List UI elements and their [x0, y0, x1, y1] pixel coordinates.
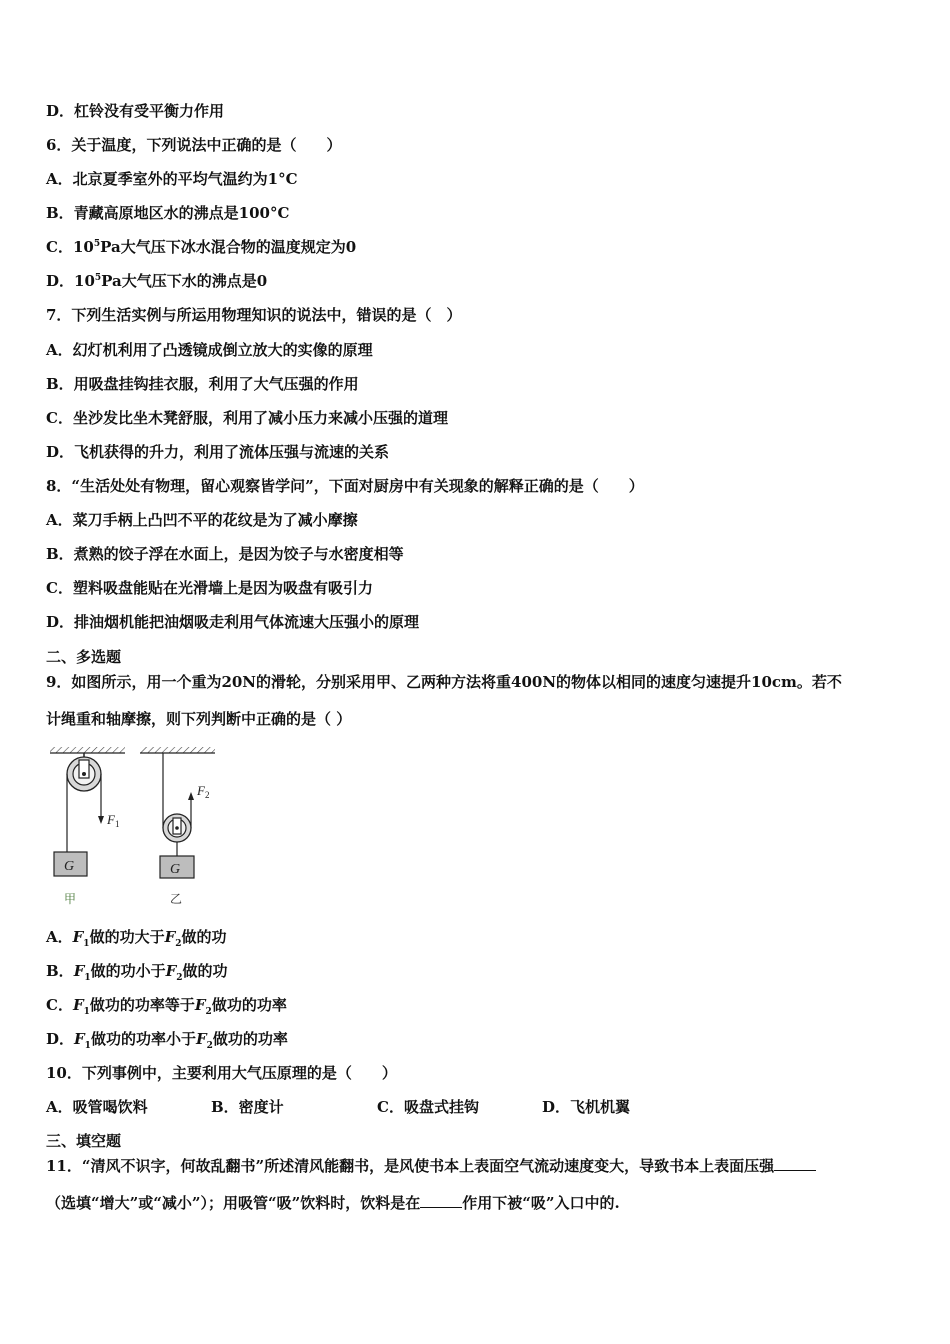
q8-stem: 8．“生活处处有物理，留心观察皆学问”，下面对厨房中有关现象的解释正确的是（ ）: [46, 477, 644, 495]
q9-option-b: B．$F_1$做的功小于$F_2$做的功: [46, 962, 228, 983]
q7-option-c: C．坐沙发比坐木凳舒服，利用了减小压力来减小压强的道理: [46, 409, 448, 427]
f1-label: $F_1$: [107, 812, 120, 829]
q8-option-d: D．排油烟机能把油烟吸走利用气体流速大压强小的原理: [46, 613, 420, 631]
q9-stem-line1: 9．如图所示，用一个重为20N的滑轮，分别采用甲、乙两种方法将重400N的物体以相同的速度匀速提升10cm。若不: [46, 673, 842, 691]
q9-option-a: A．$F_1$做的功大于$F_2$做的功: [46, 928, 227, 949]
movable-pulley-setup: [140, 747, 215, 906]
label-yi: 乙: [170, 892, 183, 906]
q10-option-d: D．飞机机翼: [542, 1098, 631, 1116]
q7-option-b: B．用吸盘挂钩挂衣服，利用了大气压强的作用: [46, 375, 359, 393]
weight-label-yi: G: [170, 862, 181, 877]
section-3-heading: 三、填空题: [46, 1132, 122, 1150]
q9-stem-line2: 计绳重和轴摩擦，则下列判断中正确的是（ ）: [46, 710, 352, 728]
pulley-figure: [40, 740, 230, 910]
weight-label-jia: G: [64, 859, 75, 874]
q7-option-a: A．幻灯机利用了凸透镜成倒立放大的实像的原理: [46, 341, 373, 359]
q10-stem: 10．下列事例中，主要利用大气压原理的是（ ）: [46, 1064, 397, 1082]
q7-option-d: D．飞机获得的升力，利用了流体压强与流速的关系: [46, 443, 390, 461]
q6-option-d: D．$10^5Pa$大气压下水的沸点是0: [46, 272, 268, 290]
movable-pulley-bracket: [173, 818, 181, 834]
q7-stem: 7．下列生活实例与所运用物理知识的说法中，错误的是（ ）: [46, 306, 462, 324]
q9-option-c: C．$F_1$做功的功率等于$F_2$做功的功率: [46, 996, 287, 1017]
q9-option-d: D．$F_1$做功的功率小于$F_2$做功的功率: [46, 1030, 288, 1051]
q5-option-d: D．杠铃没有受平衡力作用: [46, 102, 225, 120]
q11-blank-2[interactable]: [420, 1193, 462, 1208]
q8-option-b: B．煮熟的饺子浮在水面上，是因为饺子与水密度相等: [46, 545, 404, 563]
q11-line2: （选填“增大”或“减小”）；用吸管“吸”饮料时，饮料是在 作用下被“吸”入口中的.: [46, 1194, 620, 1212]
fixed-pulley-setup: [50, 747, 125, 906]
q11-line1: 11．“清风不识字，何故乱翻书”所述清风能翻书，是风使书本上表面空气流动速度变大，导致书本上表面压强: [46, 1156, 816, 1176]
f2-label: $F_2$: [197, 783, 210, 800]
q10-option-b: B．密度计: [211, 1098, 284, 1116]
q8-option-c: C．塑料吸盘能贴在光滑墙上是因为吸盘有吸引力: [46, 579, 373, 597]
q6-option-b: B．青藏高原地区水的沸点是100°C: [46, 204, 290, 222]
movable-pulley-axle: [175, 826, 179, 830]
q11-blank-1[interactable]: [774, 1156, 816, 1171]
f1-arrowhead: [98, 816, 104, 824]
ceiling-hatch: [50, 747, 125, 753]
q10-option-c: C．吸盘式挂钩: [377, 1098, 479, 1116]
q10-option-a: A．吸管喝饮料: [46, 1098, 148, 1116]
ceiling-hatch-2: [140, 747, 215, 753]
f2-arrowhead: [188, 792, 194, 800]
q6-option-a: A．北京夏季室外的平均气温约为1°C: [46, 170, 298, 188]
q6-stem: 6．关于温度，下列说法中正确的是（ ）: [46, 136, 342, 154]
fixed-pulley-axle: [82, 772, 86, 776]
label-jia: 甲: [64, 892, 77, 906]
q6-option-c: C．$10^5Pa$大气压下冰水混合物的温度规定为0: [46, 238, 357, 256]
q10-options: [46, 1097, 630, 1117]
pulley-diagram: [40, 740, 230, 910]
section-2-heading: 二、多选题: [46, 648, 122, 666]
q8-option-a: A．菜刀手柄上凸凹不平的花纹是为了减小摩擦: [46, 511, 358, 529]
